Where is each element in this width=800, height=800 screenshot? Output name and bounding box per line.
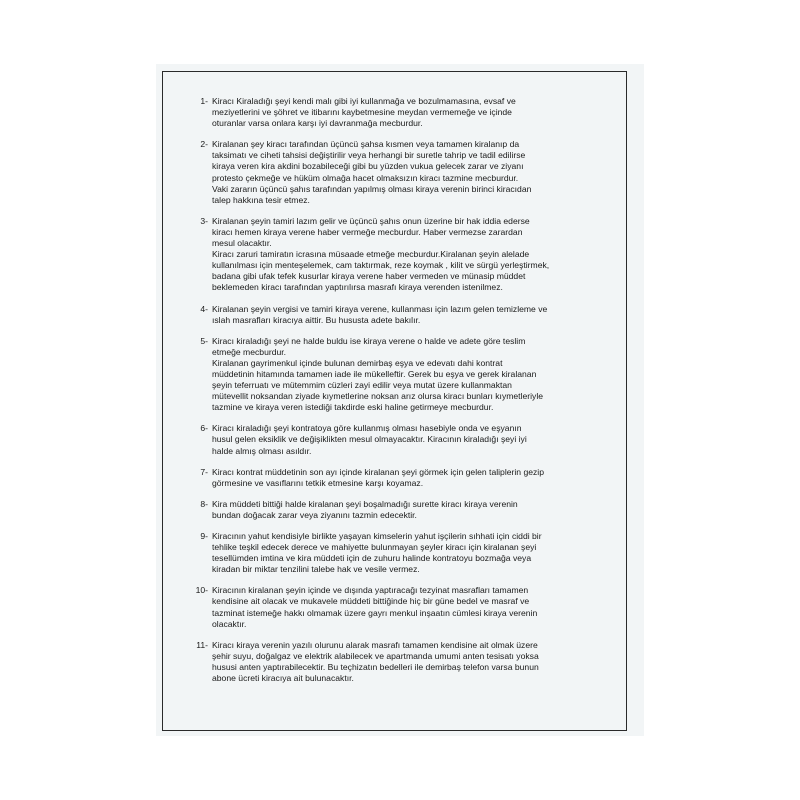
clause-text-line: Vaki zararın üçüncü şahıs tarafından yapılmış olması kiraya verenin birinci kiracıdan bbox=[212, 183, 532, 194]
clause-item bbox=[190, 640, 620, 684]
clause-text-line: kiracı hemen kiraya verene haber vermeğe mecburdur. Haber vermezse zarardan bbox=[212, 226, 523, 237]
clause-text-line: etmeğe mecburdur. bbox=[212, 346, 287, 357]
clause-text-line: müddetinin hitamında tamamen iade ile mükelleftir. Gerek bu eşya ve gerek kiralanan bbox=[212, 368, 537, 379]
clause-text-line: şehir suyu, doğalgaz ve elektrik alabilecek ve apartmanda umumi anten tesisatı yoksa bbox=[212, 650, 539, 661]
clause-text-line: Kiracı zaruri tamiratın icrasına müsaade etmeğe mecburdur.Kiralanan şeyin alelade bbox=[212, 249, 530, 260]
clause-item bbox=[190, 467, 620, 489]
clause-text-line: kullanılması için menteşelemek, cam taktırmak, reze koymak , kilit ve sürgü yerleştirmek, bbox=[212, 260, 550, 271]
clause-item bbox=[190, 139, 620, 206]
clause-item bbox=[190, 216, 620, 294]
clause-text-line: mesul olacaktır. bbox=[212, 238, 272, 249]
clause-text-line: Kiracı kiraya verenin yazılı olurunu alarak masrafı tamamen kendisine ait olmak üzere bbox=[212, 639, 538, 650]
clause-text-line: oturanlar varsa onlara karşı iyi davranmağa mecburdur. bbox=[212, 118, 423, 129]
clause-number: 8- bbox=[200, 498, 208, 509]
clause-number: 2- bbox=[200, 139, 208, 150]
clause-number: 4- bbox=[200, 303, 208, 314]
clause-number: 9- bbox=[200, 531, 208, 541]
clause-number: 3- bbox=[200, 215, 208, 226]
clause-text-line: Kiralanan gayrimenkul içinde bulunan demirbaş eşya ve edevatı dahi kontrat bbox=[212, 357, 503, 368]
clause-text-line: Kiracı kiraladığı şeyi ne halde buldu ise kiraya verene o halde ve adete göre teslim bbox=[212, 335, 526, 346]
clause-text-line: abone ücreti kiracıya ait bulunacaktır. bbox=[212, 673, 354, 684]
clause-text-line: mütevellit noksandan ziyade kıymetlerine noksan arız olursa kiracı bunları kıymetleriyle bbox=[212, 391, 544, 402]
clause-text-line: Kiracının yahut kendisiyle birlikte yaşayan kimselerin yahut işçilerin sıhhati için ciddi bir bbox=[212, 531, 542, 541]
clause-item bbox=[190, 96, 620, 129]
clause-item bbox=[190, 336, 620, 414]
clause-text-line: protesto çekmeğe ve hüküm olmağa hacet olmaksızın kiracı tazmine mecburdur. bbox=[212, 172, 519, 183]
clause-text-line: Kiralanan şey kiracı tarafından üçüncü şahsa kısmen veya tamamen kiralanıp da bbox=[212, 139, 520, 150]
clause-text-line: kendisine ait olacak ve mukavele müddeti bittiğinde hiç bir güne bedel ve masraf ve bbox=[212, 596, 530, 607]
clause-text-line: şeyin teferruatı ve mütemmim cüzleri zayi edilir veya mutat üzere kullanmaktan bbox=[212, 380, 512, 391]
clause-text-line: talep hakkına tesir etmez. bbox=[212, 194, 310, 205]
clause-text-line: olacaktır. bbox=[212, 618, 247, 629]
clause-list bbox=[190, 96, 620, 694]
clause-text-line: tesellümden imtina ve kira müddeti için de zuhuru halinde kontratoyu bozmağa veya bbox=[212, 553, 532, 564]
clause-text-line: Kiracı kiraladığı şeyi kontratoya göre kullanmış olması hasebiyle onda ve eşyanın bbox=[212, 423, 522, 434]
clause-item bbox=[190, 423, 620, 456]
clause-number: 5- bbox=[200, 335, 208, 346]
clause-text-line: Kiracı kontrat müddetinin son ayı içinde kiralanan şeyi görmek için gelen taliplerin gezip bbox=[212, 466, 544, 477]
clause-item bbox=[190, 585, 620, 629]
clause-text-line: Kiracı Kiraladığı şeyi kendi malı gibi iyi kullanmağa ve bozulmamasına, evsaf ve bbox=[212, 96, 516, 106]
clause-text-line: görmesine ve vasıflarını tetkik etmesine karşı koyamaz. bbox=[212, 477, 424, 488]
clause-text-line: tehlike teşkil edecek derece ve mahiyette bulunmayan şeyler kiracı için kiralanan şeyi bbox=[212, 542, 537, 553]
clause-text-line: meziyetlerini ve şöhret ve itibarını kaybetmesine meydan vermemeğe ve içinde bbox=[212, 107, 512, 118]
clause-text-line: Kiralanan şeyin tamiri lazım gelir ve üçüncü şahıs onun üzerine bir hak iddia ederse bbox=[212, 215, 530, 226]
clause-text-line: bundan doğacak zarar veya ziyanını tazmin edecektir. bbox=[212, 509, 417, 520]
clause-text-line: Kiralanan şeyin vergisi ve tamiri kiraya verene, kullanması için lazım gelen temizleme ve bbox=[212, 303, 548, 314]
clause-text-line: Kira müddeti bittiği halde kiralanan şeyi boşalmadığı surette kiracı kiraya verenin bbox=[212, 498, 518, 509]
clause-item bbox=[190, 499, 620, 521]
clause-text-line: Kiracının kiralanan şeyin içinde ve dışında yaptıracağı tezyinat masrafları tamamen bbox=[212, 585, 529, 596]
clause-number: 1- bbox=[200, 96, 208, 106]
clause-text-line: kiraya veren kira akdini bozabileceği gibi bu yüzden vukua gelecek zarar ve ziyanı bbox=[212, 161, 524, 172]
clause-number: 7- bbox=[200, 466, 208, 477]
clause-item bbox=[190, 531, 620, 575]
clause-number: 6- bbox=[200, 423, 208, 434]
clause-text-line: tazminat istemeğe hakkı olmamak üzere gayrı menkul inşaatın cümlesi kiraya verenin bbox=[212, 607, 538, 618]
clause-text-line: ıslah masrafları kiracıya aittir. Bu hususta adete bakılır. bbox=[212, 314, 421, 325]
clause-item bbox=[190, 304, 620, 326]
clause-text-line: halde almış olması asıldır. bbox=[212, 445, 312, 456]
clause-text-line: hususi anten yaptırabilecektir. Bu teçhizatın bedelleri ile demirbaş telefon varsa bunun bbox=[212, 661, 539, 672]
clause-text-line: beklemeden kiracı tarafından yaptırılırsa masrafı kiraya verenden istenilmez. bbox=[212, 282, 503, 293]
clause-text-line: taksimatı ve ciheti tahsisi değiştirilir veya herhangi bir suretle tahrip ve tadil edilirse bbox=[212, 150, 526, 161]
clause-text-line: badana gibi ufak tefek kusurlar kiraya verene haber vermeden ve münasip müddet bbox=[212, 271, 526, 282]
clause-text-line: tazmine ve kiraya veren istediği takdirde eski haline getirmeye mecburdur. bbox=[212, 402, 494, 413]
clause-text-line: kiradan bir miktar tenzilini talebe hak ve vesile vermez. bbox=[212, 564, 420, 575]
clause-number: 10- bbox=[195, 585, 208, 596]
clause-text-line: husul gelen eksiklik ve değişiklikten mesul olmayacaktır. Kiracının kiraladığı şeyi iyi bbox=[212, 434, 527, 445]
clause-number: 11- bbox=[196, 639, 208, 650]
